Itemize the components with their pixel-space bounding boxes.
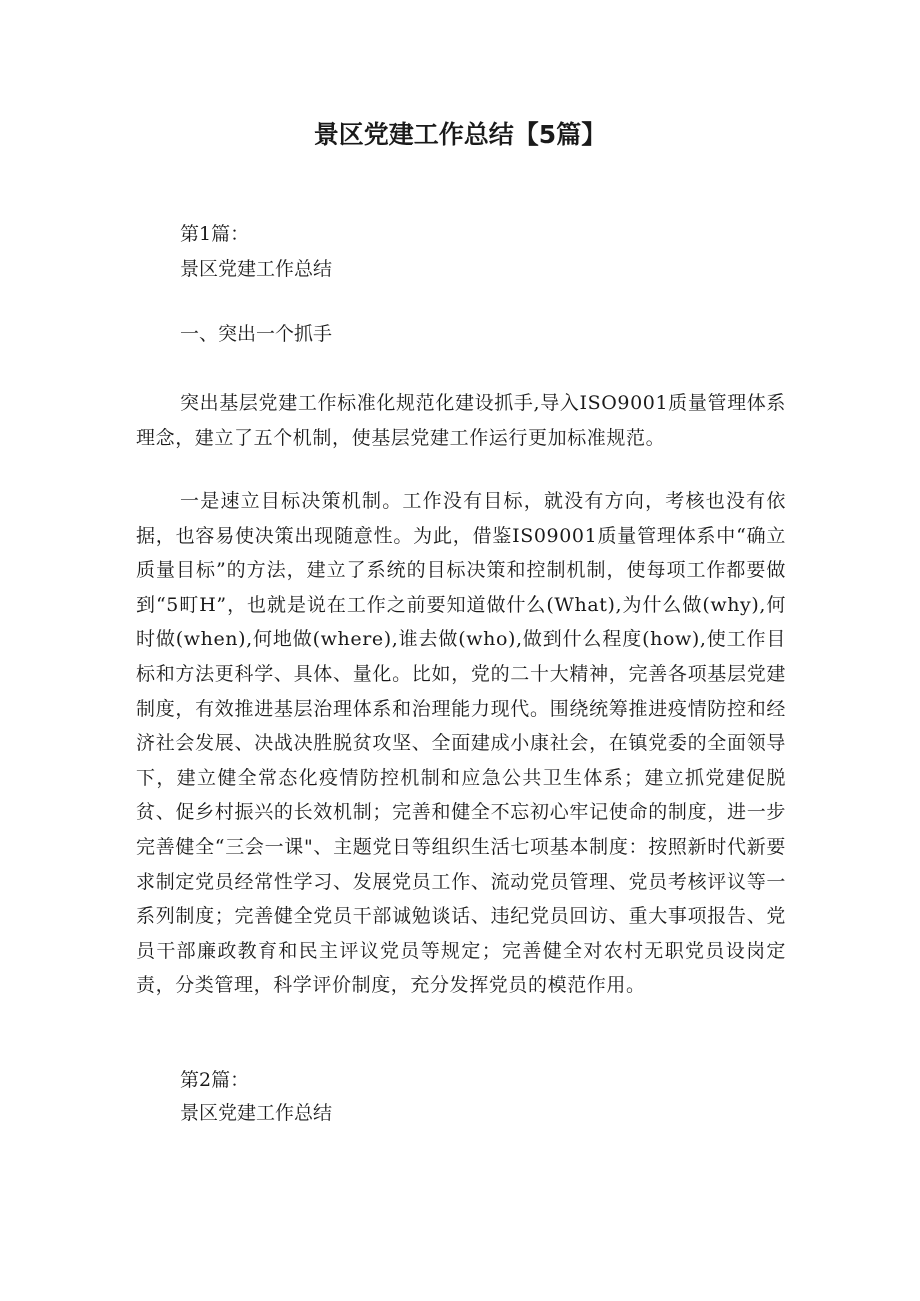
section-2-label: 第2篇：	[180, 1069, 250, 1091]
section-1-heading: 一、突出一个抓手	[180, 323, 333, 345]
section-2-subtitle: 景区党建工作总结	[180, 1102, 333, 1124]
section-1-paragraph-2: 一是速立目标决策机制。工作没有目标，就没有方向，考核也没有依据，也容易使决策出现随意性。为此，借鉴IS09001质量管理体系中“确立质量目标”的方法，建立了系统的目标决策和控制机制，使每项工作都要做到“5町H”，也就是说在工作之前要知道做什么(What),为什么做(why),何时做(when),何地做(where),谁去做(who),做到什么程度(how),使工作目标和方法更科学、具体、量化。比如，党的二十大精神，完善各项基层党建制度，有效推进基层治理体系和治理能力现代。围绕统筹推进疫情防控和经济社会发展、决战决胜脱贫攻坚、全面建成小康社会，在镇党委的全面领导下，建立健全常态化疫情防控机制和应急公共卫生体系；建立抓党建促脱贫、促乡村振兴的长效机制；完善和健全不忘初心牢记使命的制度，进一步完善健全“三会一课"、主题党日等组织生活七项基本制度：按照新时代新要求制定党员经常性学习、发展党员工作、流动党员管理、党员考核评议等一系列制度；完善健全党员干部诚勉谈话、违纪党员回访、重大事项报告、党员干部廉政教育和民主评议党员等规定；完善健全对农村无职党员设岗定责，分类管理，科学评价制度，充分发挥党员的模范作用。	[136, 490, 786, 997]
document-title: 景区党建工作总结【5篇】	[313, 120, 607, 149]
section-1-paragraph-1: 突出基层党建工作标准化规范化建设抓手,导入ISO9001质量管理体系理念，建立了五个机制，使基层党建工作运行更加标准规范。	[136, 392, 786, 449]
section-1-subtitle: 景区党建工作总结	[180, 258, 333, 280]
section-1-label: 第1篇：	[180, 223, 250, 245]
